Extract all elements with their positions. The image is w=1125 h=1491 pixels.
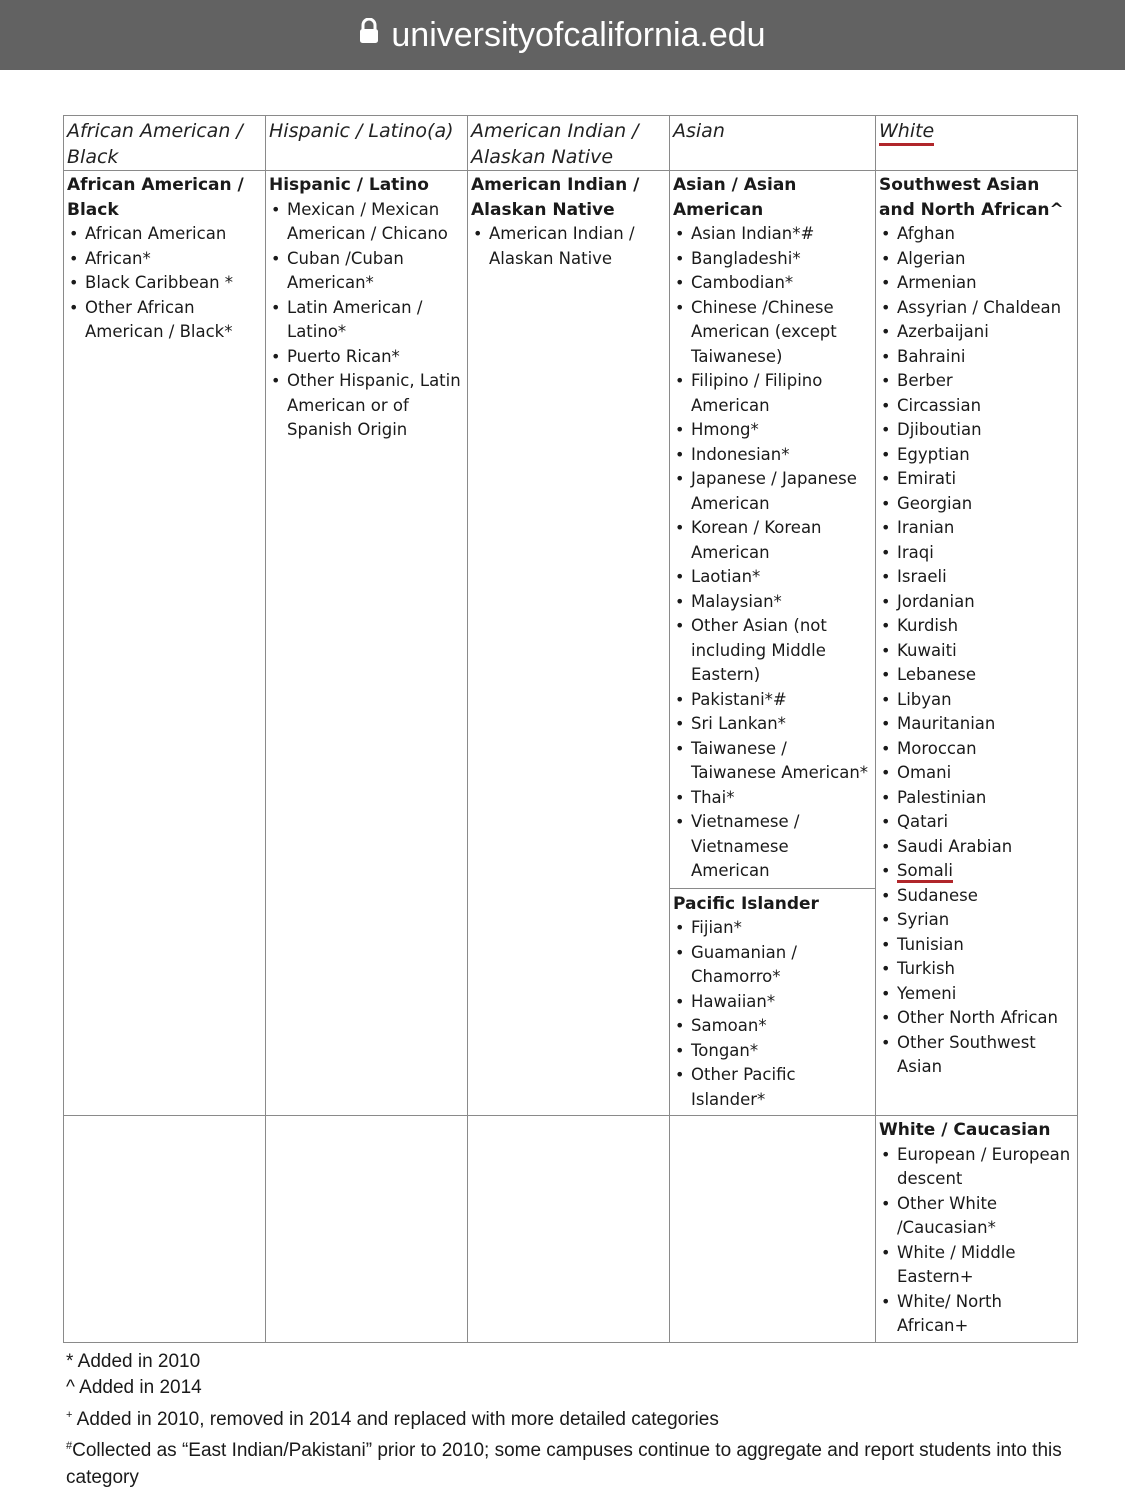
list-item: • Libyan (879, 688, 1074, 713)
header-row (64, 116, 1078, 171)
list-item: • Other White /Caucasian* (879, 1192, 1074, 1241)
list-item: • Israeli (879, 565, 1074, 590)
lock-icon (359, 14, 379, 53)
section-title: Southwest Asian and North African^ (879, 173, 1074, 222)
list-item: • Hmong* (673, 418, 872, 443)
list-item: • African* (67, 247, 262, 272)
body-row (64, 171, 1078, 1116)
cell-african-american (64, 171, 266, 1116)
bullet-list (67, 222, 262, 345)
list-item: • Egyptian (879, 443, 1074, 468)
document (63, 115, 1078, 1491)
list-item: • Other Southwest Asian (879, 1031, 1074, 1080)
cell-american-indian (468, 171, 670, 1116)
url-bar[interactable] (0, 0, 1125, 70)
section-title: Hispanic / Latino (269, 173, 464, 198)
list-item: • Sudanese (879, 884, 1074, 909)
list-item: • Afghan (879, 222, 1074, 247)
ethnicity-table (63, 115, 1078, 1343)
list-item: • Puerto Rican* (269, 345, 464, 370)
section-title: African American / Black (67, 173, 262, 222)
list-item: • Saudi Arabian (879, 835, 1074, 860)
header-african-american: African American / Black (64, 116, 266, 171)
list-item: • Mauritanian (879, 712, 1074, 737)
list-item: • Fijian* (673, 916, 872, 941)
list-item: • Iraqi (879, 541, 1074, 566)
section-title: American Indian / Alaskan Native (471, 173, 666, 222)
list-item: • Other North African (879, 1006, 1074, 1031)
pacific-islander-block (670, 888, 875, 1113)
bullet-list (269, 198, 464, 443)
list-item: • Circassian (879, 394, 1074, 419)
list-item: • Hawaiian* (673, 990, 872, 1015)
cell-southwest-asian (876, 171, 1078, 1116)
list-item: • Jordanian (879, 590, 1074, 615)
list-item: • Laotian* (673, 565, 872, 590)
list-item: • Assyrian / Chaldean (879, 296, 1074, 321)
url-text: universityofcalifornia.edu (391, 16, 765, 55)
footnote: ^ Added in 2014 (66, 1375, 1078, 1402)
bullet-list (879, 222, 1074, 1080)
list-item: • Yemeni (879, 982, 1074, 1007)
list-item: • Taiwanese / Taiwanese American* (673, 737, 872, 786)
empty-cell (64, 1116, 266, 1343)
cell-white-caucasian (876, 1116, 1078, 1343)
list-item: • Iranian (879, 516, 1074, 541)
footnote: + Added in 2010, removed in 2014 and replaced with more detailed categories (66, 1402, 1078, 1434)
list-item: • Lebanese (879, 663, 1074, 688)
list-item: • Other Hispanic, Latin American or of Spanish Origin (269, 369, 464, 443)
list-item: • Black Caribbean * (67, 271, 262, 296)
list-item: • Turkish (879, 957, 1074, 982)
header-hispanic: Hispanic / Latino(a) (266, 116, 468, 171)
header-american-indian: American Indian / Alaskan Native (468, 116, 670, 171)
bullet-list (673, 222, 872, 884)
list-item: • Indonesian* (673, 443, 872, 468)
header-white-cell (876, 116, 1078, 171)
bullet-list (673, 916, 872, 1112)
list-item: • Thai* (673, 786, 872, 811)
list-item: • Korean / Korean American (673, 516, 872, 565)
list-item: • Other Pacific Islander* (673, 1063, 872, 1112)
list-item: • Sri Lankan* (673, 712, 872, 737)
list-item: • White / Middle Eastern+ (879, 1241, 1074, 1290)
list-item: • Cambodian* (673, 271, 872, 296)
footnote: #Collected as “East Indian/Pakistani” prior to 2010; some campuses continue to aggregate and report students into this category (66, 1433, 1078, 1491)
list-item: • Moroccan (879, 737, 1074, 762)
list-item: • Asian Indian*# (673, 222, 872, 247)
list-item: • White/ North African+ (879, 1290, 1074, 1339)
list-item (879, 859, 1074, 884)
footnotes (63, 1349, 1078, 1491)
list-item: • Mexican / Mexican American / Chicano (269, 198, 464, 247)
bullet-list (471, 222, 666, 271)
list-item: • Pakistani*# (673, 688, 872, 713)
list-item: • Qatari (879, 810, 1074, 835)
list-item: • Berber (879, 369, 1074, 394)
list-item: • Kuwaiti (879, 639, 1074, 664)
list-item: • Omani (879, 761, 1074, 786)
list-item: • Latin American / Latino* (269, 296, 464, 345)
list-item: • Syrian (879, 908, 1074, 933)
list-item: • Armenian (879, 271, 1074, 296)
footnote: * Added in 2010 (66, 1349, 1078, 1376)
section-title: Asian / Asian American (673, 173, 872, 222)
list-item: • Georgian (879, 492, 1074, 517)
somali-underline: Somali (897, 861, 953, 883)
empty-cell (468, 1116, 670, 1343)
list-item: • Other African American / Black* (67, 296, 262, 345)
list-item: • African American (67, 222, 262, 247)
list-item: • Tongan* (673, 1039, 872, 1064)
list-item: • Tunisian (879, 933, 1074, 958)
header-white: White (879, 120, 934, 146)
list-item: • Cuban /Cuban American* (269, 247, 464, 296)
list-item: • Algerian (879, 247, 1074, 272)
list-item: • Filipino / Filipino American (673, 369, 872, 418)
list-item: • Palestinian (879, 786, 1074, 811)
list-item: • Guamanian / Chamorro* (673, 941, 872, 990)
cell-hispanic (266, 171, 468, 1116)
section-title: Pacific Islander (673, 892, 872, 917)
bottom-row (64, 1116, 1078, 1343)
list-item: • Vietnamese / Vietnamese American (673, 810, 872, 884)
list-item: • Djiboutian (879, 418, 1074, 443)
list-item: • Kurdish (879, 614, 1074, 639)
list-item: • Bahraini (879, 345, 1074, 370)
header-asian: Asian (670, 116, 876, 171)
list-item: • Samoan* (673, 1014, 872, 1039)
list-item: • Malaysian* (673, 590, 872, 615)
empty-cell (670, 1116, 876, 1343)
list-item: • Bangladeshi* (673, 247, 872, 272)
empty-cell (266, 1116, 468, 1343)
list-item: • Japanese / Japanese American (673, 467, 872, 516)
list-item: • Azerbaijani (879, 320, 1074, 345)
cell-asian (670, 171, 876, 1116)
bullet-list (879, 1143, 1074, 1339)
list-item: • Chinese /Chinese American (except Taiwanese) (673, 296, 872, 370)
list-item: • European / European descent (879, 1143, 1074, 1192)
list-item: • Emirati (879, 467, 1074, 492)
list-item: • Other Asian (not including Middle Eastern) (673, 614, 872, 688)
section-title: White / Caucasian (879, 1118, 1074, 1143)
list-item: • American Indian / Alaskan Native (471, 222, 666, 271)
